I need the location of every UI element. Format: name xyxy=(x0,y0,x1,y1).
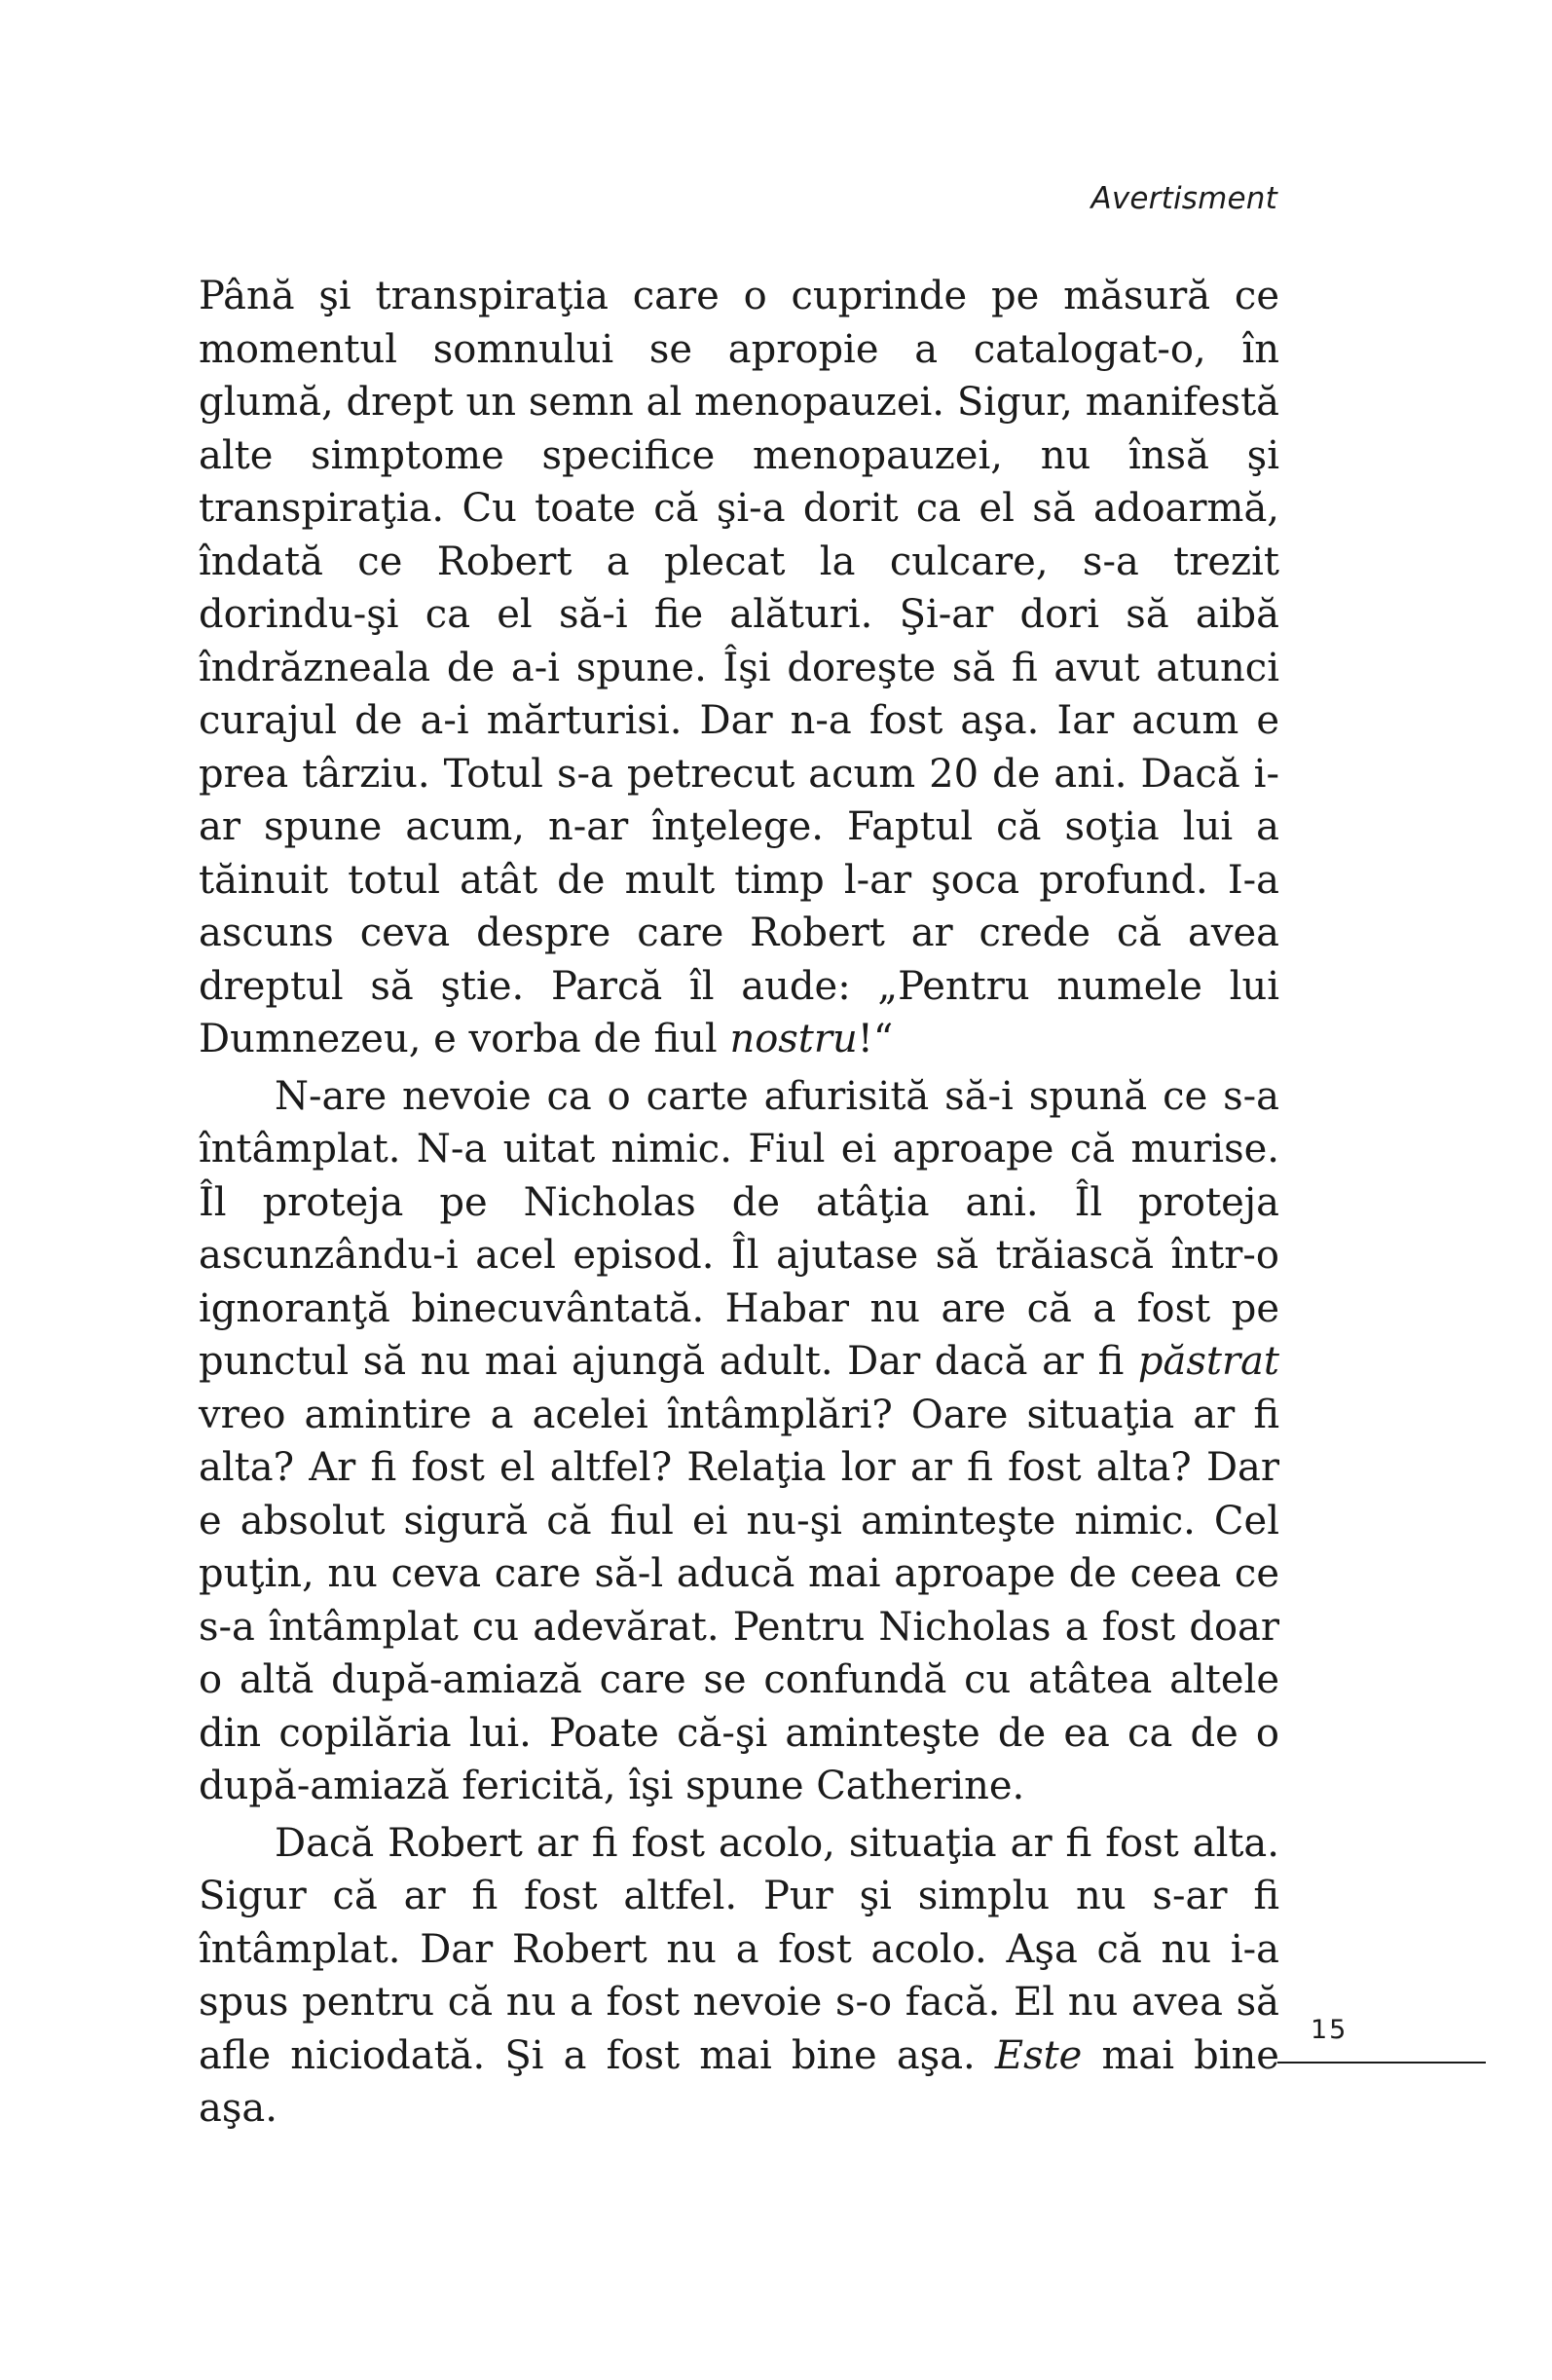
paragraph-2 xyxy=(199,1070,1279,1813)
paragraph-2-emphasis: păstrat xyxy=(1137,1339,1279,1384)
paragraph-3 xyxy=(199,1817,1279,2136)
running-header: Avertisment xyxy=(1090,181,1277,216)
paragraph-1-text: Până şi transpiraţia care o cuprinde pe măsură ce momentul somnului se apropie a catalogat-o, în glumă, drept un semn al menopauzei. Sigur, manifestă alte simptome specifice menopauzei, nu însă şi transpiraţia. Cu toate că şi-a dorit ca el să adoarmă, îndată ce Robert a plecat la culcare, s-a trezit dorindu-şi ca el să-i fie alături. Şi-ar dori să aibă îndrăzneala de a-i spune. Îşi doreşte să fi avut atunci curajul de a-i mărturisi. Dar n-a fost aşa. Iar acum e prea târziu. Totul s-a petrecut acum 20 de ani. Dacă i-ar spune acum, n-ar înţelege. Faptul că soţia lui a tăinuit totul atât de mult timp l-ar şoca profund. I-a ascuns ceva despre care Robert ar crede că avea dreptul să ştie. Parcă îl aude: „Pentru numele lui Dumnezeu, e vorba de fiul xyxy=(199,274,1279,1061)
paragraph-3-text: Dacă Robert ar fi fost acolo, situaţia ar fi fost alta. Sigur că ar fi fost altfel. Pur şi simplu nu s-ar fi întâmplat. Dar Robert nu a fost acolo. Aşa că nu i-a spus pentru că nu a fost nevoie s-o facă. El nu avea să afle niciodată. Şi a fost mai bine aşa. xyxy=(199,1820,1279,2078)
paragraph-1-emphasis: nostru xyxy=(729,1017,858,1061)
paragraph-2-text-continued: vreo amintire a acelei întâmplări? Oare situaţia ar fi alta? Ar fi fost el altfel? Relaţia lor ar fi fost alta? Dar e absolut sigură că fiul ei nu-şi aminteşte nimic. Cel puţin, nu ceva care să-l aducă mai aproape de ceea ce s-a întâmplat cu adevărat. Pentru Nicholas a fost doar o altă după-amiază care se confundă cu atâtea altele din copilăria lui. Poate că-şi aminteşte de ea ca de o după-amiază fericită, îşi spune Catherine. xyxy=(199,1392,1279,1808)
footer-rule xyxy=(1277,2062,1486,2064)
page-number: 15 xyxy=(1311,2015,1349,2045)
paragraph-1-closing: !“ xyxy=(857,1017,894,1061)
body-text xyxy=(199,270,1279,2136)
paragraph-3-emphasis: Este xyxy=(994,2032,1083,2078)
paragraph-3-closing: mai bine aşa. xyxy=(199,2032,1279,2131)
paragraph-1 xyxy=(199,270,1279,1066)
paragraph-2-text: N-are nevoie ca o carte afurisită să-i spună ce s-a întâmplat. N-a uitat nimic. Fiul ei aproape că murise. Îl proteja pe Nicholas de atâţia ani. Îl proteja ascunzându-i acel episod. Îl ajutase să trăiască într-o ignoranţă binecuvântată. Habar nu are că a fost pe punctul să nu mai ajungă adult. Dar dacă ar fi xyxy=(199,1073,1279,1384)
